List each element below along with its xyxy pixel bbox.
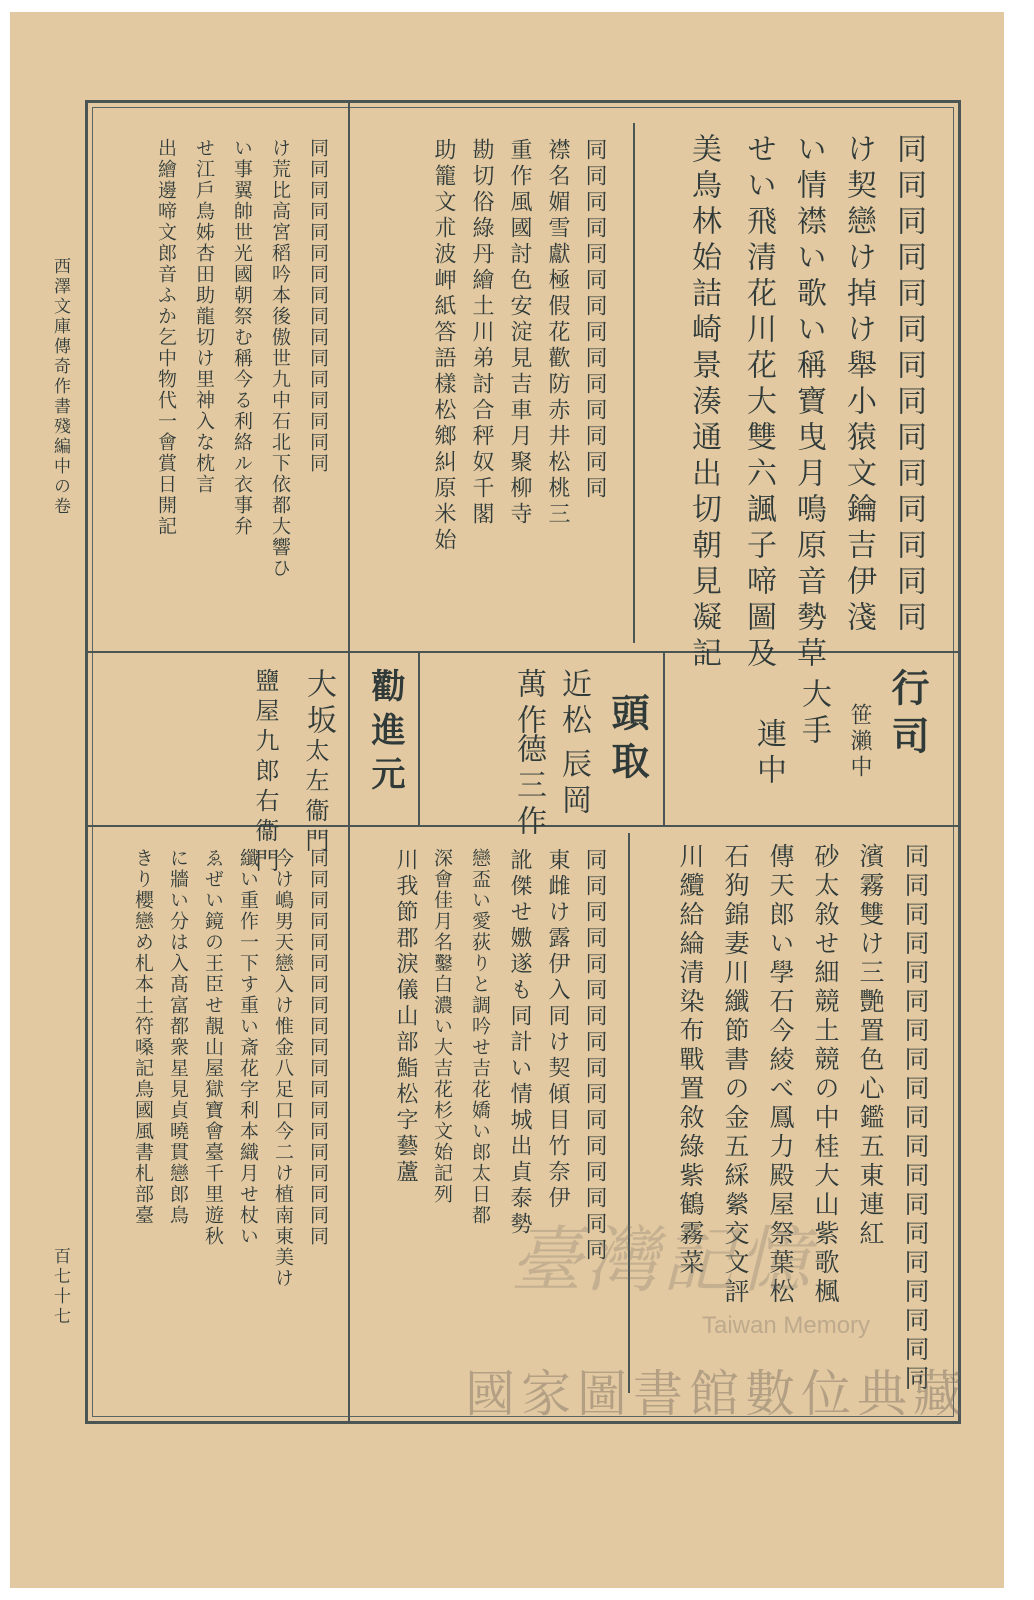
bottom-left-a-col-4: 戀盃い愛荻りと調吟せ吉花嬌い郎太日都 <box>469 848 491 1226</box>
bottom-right-col-1: 同同同同同同同同同同同同同同同同同同同 <box>901 843 930 1394</box>
top-left-b-col-2: け荒比高宮稻吟本後傲世九中石北下依都大響ひ <box>269 138 291 579</box>
top-left-b-col-5: 出繪邊啼文郎音ふか乞中物代一會賞日開記 <box>155 138 177 537</box>
bottom-left-b-col-1: 同同同同同同同同同同同同同同同同同同同 <box>307 848 329 1247</box>
todori-name-1: 近松 <box>556 668 591 740</box>
todori-name-2b: 德三作 <box>511 733 546 841</box>
kanjinmoto-title: 勸進元 <box>365 668 405 800</box>
bottom-right-col-3: 砂太敘せ細競土競の中桂大山紫歌楓 <box>811 843 840 1307</box>
bottom-right-col-5: 石狗錦妻川纖節書の金五綵縈交文評 <box>721 843 750 1307</box>
bottom-left-b-col-5: に牆い分は入髙富都衆星見貞曉貫戀郎鳥 <box>167 848 189 1226</box>
ote-title: 大手 <box>796 678 831 750</box>
page-number: 百七十七 <box>50 1247 70 1327</box>
todori-name-2: 萬作 <box>511 668 546 740</box>
bottom-left-a-col-1: 同同同同同同同同同同同同同同同同 <box>582 848 607 1264</box>
watermark-english: Taiwan Memory <box>702 1312 871 1339</box>
mid-divider-1 <box>663 651 665 825</box>
top-left-a-col-3: 重作風國討色安淀見吉車月聚柳寺 <box>507 138 532 528</box>
todori-title: 頭取 <box>605 693 650 789</box>
mid-divider-2 <box>418 651 420 825</box>
bottom-left-a-col-2: 東雌け露伊入同け契傾目竹奈伊 <box>545 848 570 1212</box>
bottom-left-b-col-6: きり櫻戀め札本土符嗓記鳥國風書札部臺 <box>132 848 154 1226</box>
todori-name-1b: 辰岡 <box>556 748 591 820</box>
bottom-left-a-col-5: 深會佳月名鑿白濃い大吉花杉文始記列 <box>431 848 453 1205</box>
gyoji-sub: 笹瀨中 <box>847 703 872 781</box>
kanjinmoto-name-1b: 太左衞門 <box>301 738 329 858</box>
ote-sub: 連中 <box>751 718 786 790</box>
top-right-col-3: い情襟い歌い稱寶曳月鳴原音勢草 <box>791 133 826 673</box>
top-right-col-5: 美鳥林始詰崎景湊通出切朝見凝記 <box>686 133 721 673</box>
kanjinmoto-name-1: 大坂 <box>301 668 336 740</box>
bottom-left-b-col-3: 纖い重作一下す重い斎花字利本織月せ杖い <box>237 848 259 1247</box>
top-right-col-1: 同同同同同同同同同同同同同同 <box>891 133 926 637</box>
top-left-a-col-1: 同同同同同同同同同同同同同同 <box>582 138 607 502</box>
top-left-a-col-4: 勘切俗綠丹繪土川弟討合秤奴千閣 <box>469 138 494 528</box>
top-left-b-col-3: い事翼帥世光國朝祭む稱今る利絡ル衣事弁 <box>231 138 253 537</box>
bottom-column-divider <box>348 825 350 1421</box>
top-left-a-col-2: 襟名媚雪獻極假花歡防赤井松桃三 <box>545 138 570 528</box>
bottom-right-col-2: 濱霧雙け三艷置色心鑑五東連紅 <box>856 843 885 1249</box>
bottom-inner-divider <box>628 833 630 1393</box>
watermark-chinese: 國家圖書館數位典藏 <box>465 1365 969 1423</box>
watermark-logo: 臺灣記憶 <box>510 1218 815 1302</box>
top-column-divider <box>348 103 350 651</box>
bottom-left-a-col-3: 訛傑せ嫐遂も同計い情城出貞泰勢 <box>507 848 532 1238</box>
top-left-a-col-5: 助籠文朮波岬紙答語樣松鄉糾原米始 <box>431 138 456 554</box>
mid-divider-3 <box>348 651 350 825</box>
top-left-b-col-4: せ江戶鳥姊杏田助龍切け里神入な枕言 <box>193 138 215 495</box>
gyoji-title: 行司 <box>885 668 930 764</box>
running-head: 西澤文庫傳奇作書殘編中の卷 <box>50 257 70 517</box>
top-middle-divider <box>88 651 958 653</box>
bottom-left-b-col-4: ゑぜい鏡の王臣せ靚山屋獄寶會臺千里遊秋 <box>202 848 224 1247</box>
bottom-right-col-4: 傳天郎い學石今綾べ鳳力殿屋祭葉松 <box>766 843 795 1307</box>
kanjinmoto-name-2: 鹽屋九郎右衞門 <box>251 668 279 878</box>
top-right-col-4: せい飛清花川花大雙六諷子啼圖及 <box>741 133 776 673</box>
bottom-left-b-col-2: 今け嶋男天戀入け惟金八足口今二け植南東美け <box>272 848 294 1289</box>
bottom-left-a-col-6: 川我節郡淚儀山部鮨松字藝蘆 <box>393 848 418 1186</box>
bottom-right-col-6: 川纜給綸清染布戰置敘綠紫鶴霧菜 <box>676 843 705 1278</box>
top-inner-divider <box>633 123 635 643</box>
top-right-col-2: け契戀け掉け舉小猿文鑰吉伊淺 <box>841 133 876 637</box>
top-left-b-col-1: 同同同同同同同同同同同同同同同同 <box>307 138 329 474</box>
book-page <box>10 12 1004 1588</box>
